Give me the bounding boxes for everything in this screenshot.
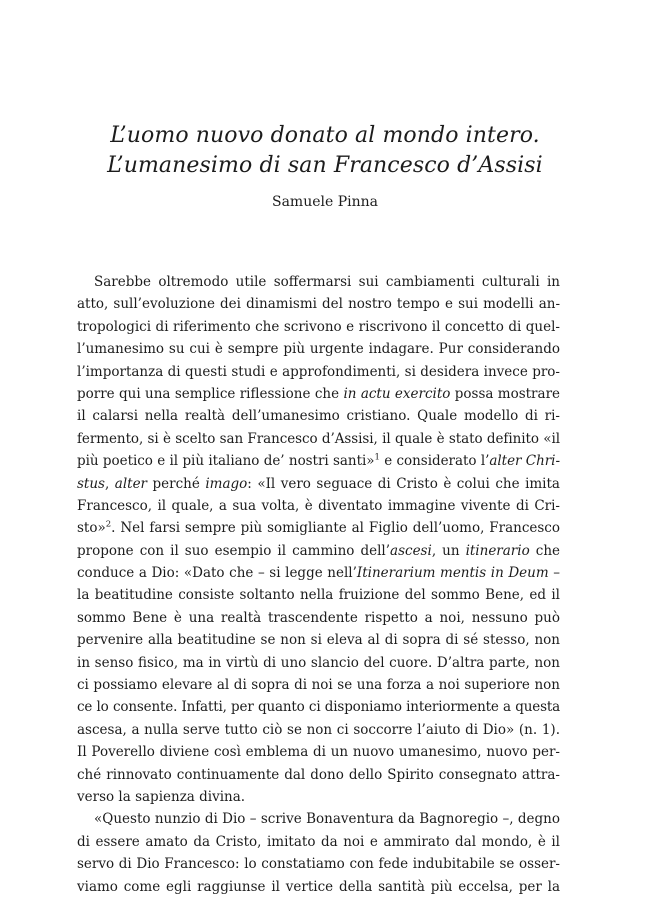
text-segment: l’umanesimo su cui è sempre più urgente indagare. Pur considerando [77,341,560,358]
text-line [77,540,560,562]
italic-term: alter Chri- [489,453,560,470]
text-segment: conduce a Dio: «Dato che – si legge nell’ [77,565,357,582]
italic-term: itinerario [465,542,530,559]
text-segment: e considerato l’ [379,453,490,470]
text-line [77,674,560,696]
text-segment: tropologici di riferimento che scrivono e riscrivono il concetto di quel- [77,318,560,335]
text-segment: il calarsi nella realtà dell’umanesimo cristiano. Quale modello di ri- [77,408,560,425]
text-segment: : «Il vero seguace di Cristo è colui che imita [247,475,560,492]
text-segment: . Nel farsi sempre più somigliante al Figlio dell’uomo, Francesco [111,520,560,537]
text-segment: perché [147,475,206,492]
text-segment: Il Poverello diviene così emblema di un nuovo umanesimo, nuovo per- [77,744,560,761]
text-segment: la beatitudine consiste soltanto nella fruizione del sommo Bene, ed il [77,587,560,604]
text-line [77,764,560,786]
text-segment: in senso fisico, ma in virtù di uno slancio del cuore. D’altra parte, non [77,654,560,671]
italic-term: in actu exercito [343,385,451,402]
text-segment: sommo Bene è una realtà trascendente rispetto a noi, nessuno può [77,609,560,626]
author-name: Samuele Pinna [271,194,378,210]
text-segment: sto» [77,520,106,537]
text-segment: verso la sapienza divina. [77,788,246,805]
italic-term: ascesi [390,542,432,559]
text-segment: propone con il suo esempio il cammino dell’ [77,542,391,559]
text-line [77,338,560,360]
text-segment: porre qui una semplice riflessione che [77,385,344,402]
text-line [77,271,560,293]
text-line [77,741,560,763]
text-segment: fermento, si è scelto san Francesco d’Assisi, il quale è stato definito «il [77,430,560,447]
text-segment: – [548,565,560,582]
body-text [77,271,560,898]
italic-term: Itinerarium mentis in Deum [356,565,549,582]
italic-term: stus [77,475,105,492]
text-segment: viamo come egli raggiunse il vertice della santità più eccelsa, per la [77,878,560,895]
text-line [77,473,560,495]
text-segment: ci possiamo elevare al di sopra di noi se una forza a noi superiore non [77,677,560,694]
text-line [77,652,560,674]
text-segment: «Questo nunzio di Dio – scrive Bonaventura da Bagnoregio –, degno [94,811,560,828]
text-line [77,853,560,875]
text-segment: più poetico e il più italiano de’ nostri santi» [77,453,375,470]
article-title [0,121,650,181]
text-segment: ché rinnovato continuamente dal dono dello Spirito consegnato attra- [77,766,560,783]
text-line [77,831,560,853]
text-segment: l’importanza di questi studi e approfondimenti, si desidera invece pro- [77,363,560,380]
text-segment: servo di Dio Francesco: lo constatiamo con fede indubitabile se osser- [77,856,560,873]
text-line [77,808,560,830]
text-segment: Sarebbe oltremodo utile soffermarsi sui cambiamenti culturali in [94,274,560,290]
footnote-marker: 2 [105,519,112,530]
text-segment: , [104,475,115,492]
text-segment: Francesco, il quale, a sua volta, è diventato immagine vivente di Cri- [77,497,560,514]
text-line [77,696,560,718]
text-line [77,383,560,405]
text-line [77,629,560,651]
text-line [77,293,560,315]
text-segment: atto, sull’evoluzione dei dinamismi del nostro tempo e sui modelli an- [77,296,560,313]
text-segment: pervenire alla beatitudine se non si eleva al di sopra di sé stesso, non [77,632,560,649]
italic-term: imago [205,475,248,492]
text-segment: ascesa, a nulla serve tutto ciò se non ci soccorre l’aiuto di Dio» (n. 1). [77,721,560,738]
italic-term: alter [114,475,148,492]
text-line [77,405,560,427]
text-segment: ce lo consente. Infatti, per quanto ci disponiamo interiormente a questa [77,699,560,716]
text-line [77,316,560,338]
title-line-2: L’umanesimo di san Francesco d’Assisi [107,153,543,178]
text-line [77,719,560,741]
text-line [77,517,560,539]
text-line [77,584,560,606]
text-line [77,562,560,584]
text-segment: di essere amato da Cristo, imitato da noi e ammirato dal mondo, è il [77,833,560,850]
text-segment: che [529,542,560,559]
footnote-marker: 1 [374,452,380,463]
text-line [77,876,560,898]
text-line [77,607,560,629]
text-line [77,450,560,472]
text-line [77,361,560,383]
text-line [77,495,560,517]
text-line [77,786,560,808]
text-segment: possa mostrare [450,385,561,402]
title-line-1: L’uomo nuovo donato al mondo intero. [110,123,540,148]
text-segment: , un [431,542,466,559]
text-line [77,428,560,450]
